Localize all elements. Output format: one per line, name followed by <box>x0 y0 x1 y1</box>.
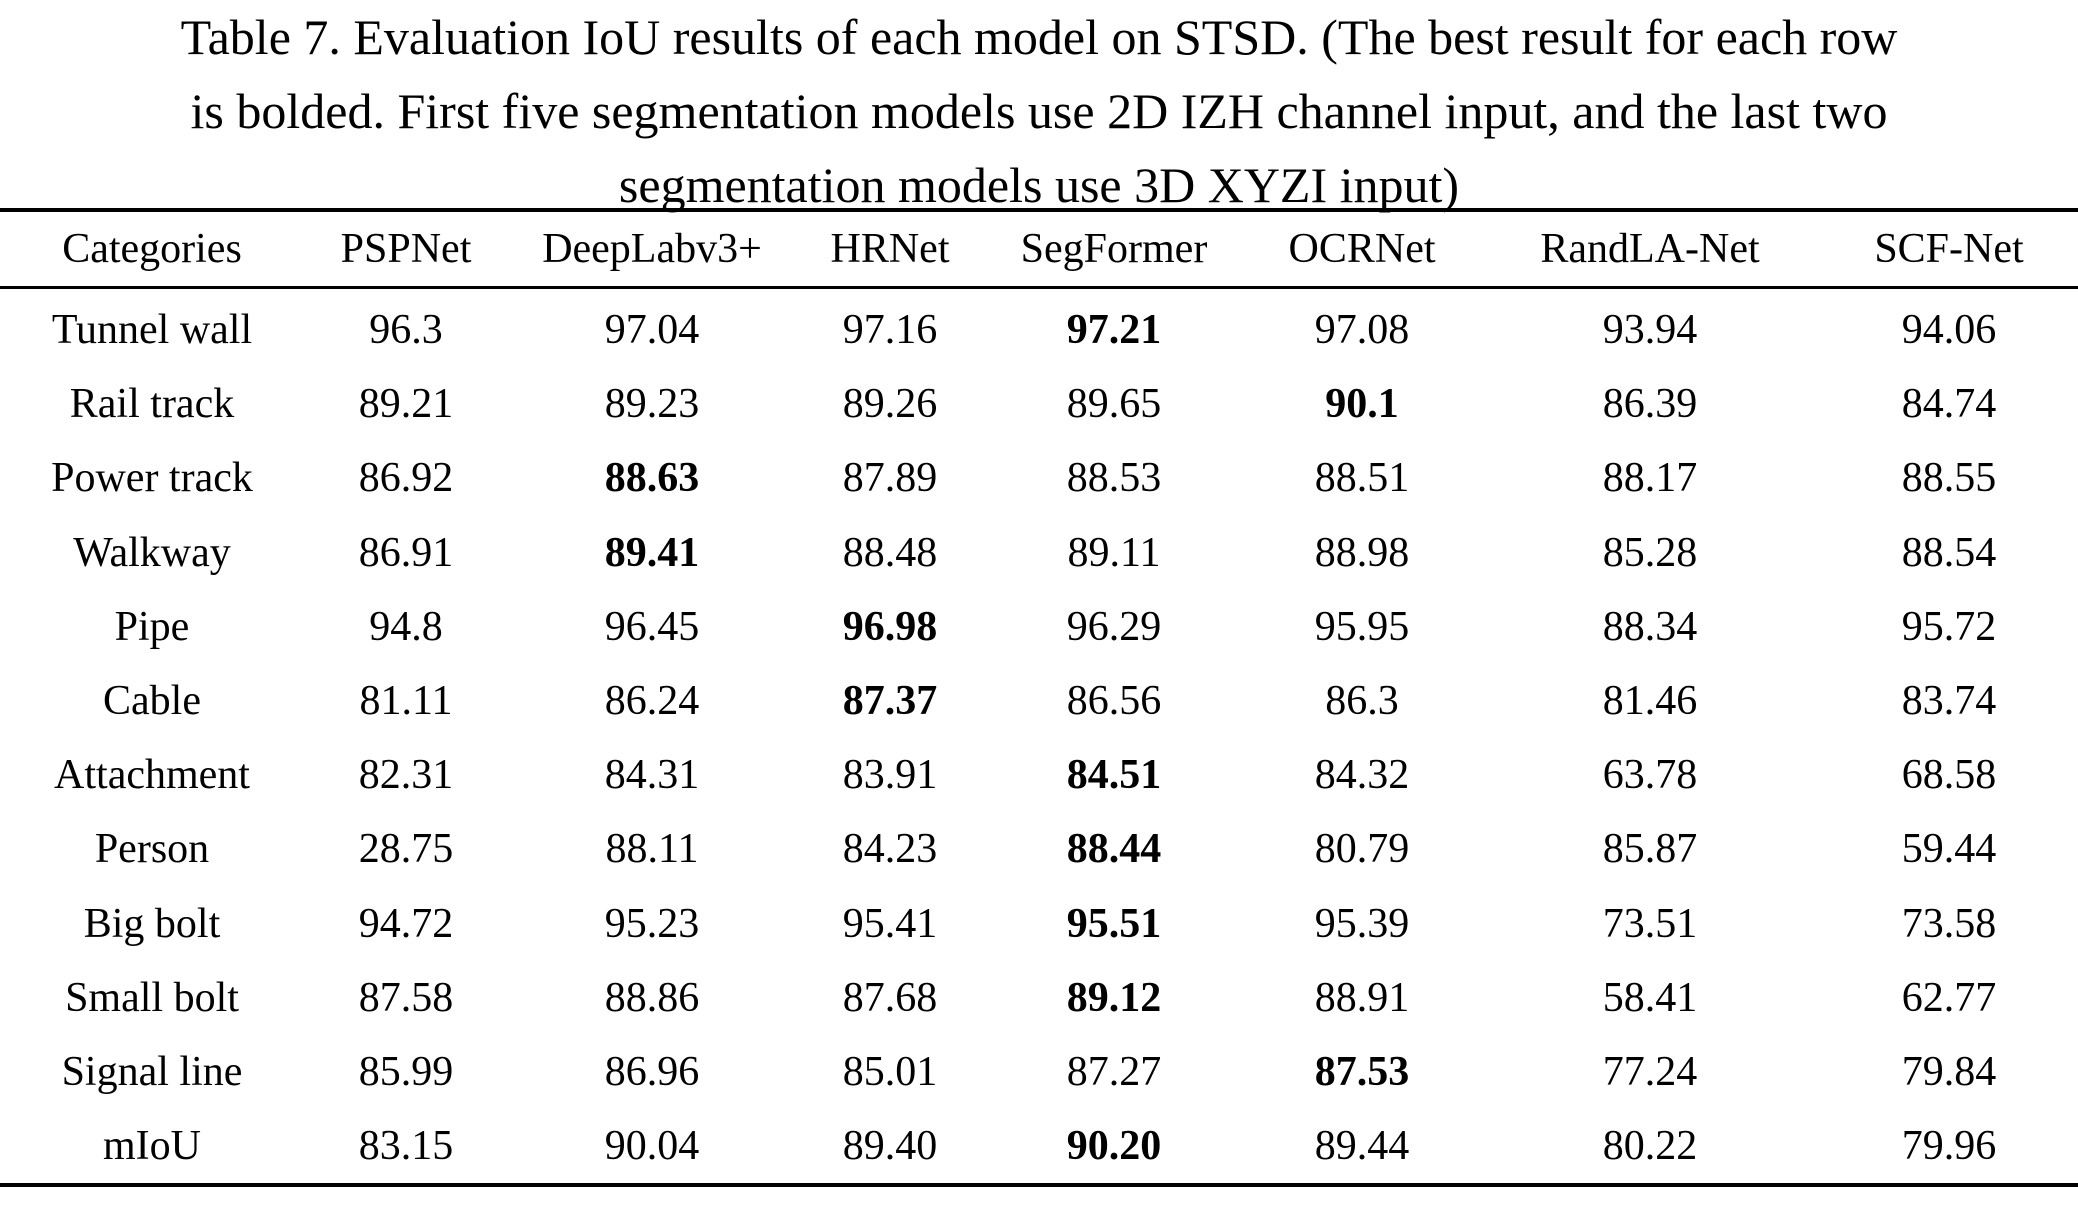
table-cell: 96.45 <box>604 603 700 650</box>
table-cell: 89.11 <box>1067 529 1161 576</box>
table-cell: 90.04 <box>604 1123 700 1170</box>
table-cell: 89.40 <box>842 1123 938 1170</box>
table-cell: 95.39 <box>1314 900 1410 947</box>
table-cell: 62.77 <box>1901 974 1997 1021</box>
row-category: Walkway <box>73 529 231 576</box>
table-row <box>0 961 2078 1035</box>
table-cell: 97.16 <box>842 307 938 354</box>
caption-line-3: segmentation models use 3D XYZI input) <box>618 157 1460 213</box>
table-cell: 89.65 <box>1066 381 1162 428</box>
table-cell: 94.72 <box>358 900 454 947</box>
table-cell: 85.01 <box>842 1048 938 1095</box>
table-row <box>0 367 2078 441</box>
table-cell: 89.41 <box>604 529 700 576</box>
caption-line-2: is bolded. First five segmentation models use 2D IZH channel input, and the last two <box>190 83 1888 139</box>
table-cell: 93.94 <box>1602 307 1698 354</box>
table-cell: 86.56 <box>1066 678 1162 725</box>
table-cell: 86.39 <box>1602 381 1698 428</box>
table-cell: 95.23 <box>604 900 700 947</box>
table-cell: 79.84 <box>1901 1048 1997 1095</box>
table-cell: 87.58 <box>358 974 454 1021</box>
table-cell: 83.15 <box>358 1123 454 1170</box>
table-cell: 68.58 <box>1901 752 1997 799</box>
table-cell: 97.21 <box>1066 307 1162 354</box>
table-cell: 85.87 <box>1602 826 1698 873</box>
table-row <box>0 441 2078 515</box>
table-cell: 88.51 <box>1314 455 1410 502</box>
table-cell: 73.51 <box>1602 900 1698 947</box>
table-cell: 90.20 <box>1066 1123 1162 1170</box>
table-cell: 84.74 <box>1901 381 1997 428</box>
table-cell: 86.92 <box>358 455 454 502</box>
row-category: Pipe <box>114 603 190 650</box>
row-category: Person <box>94 826 210 873</box>
row-category: Small bolt <box>65 974 239 1021</box>
table-row <box>0 516 2078 590</box>
header-scf-net: SCF-Net <box>1874 226 2024 272</box>
header-deeplabv3plus: DeepLabv3+ <box>542 226 762 272</box>
table-cell: 80.79 <box>1314 826 1410 873</box>
row-category: Attachment <box>54 752 250 799</box>
header-categories: Categories <box>62 226 242 272</box>
table-cell: 96.98 <box>842 603 938 650</box>
table-cell: 95.41 <box>842 900 938 947</box>
table-cell: 97.08 <box>1314 307 1410 354</box>
table-cell: 83.74 <box>1901 678 1997 725</box>
table-cell: 88.55 <box>1901 455 1997 502</box>
table-cell: 88.86 <box>604 974 700 1021</box>
table-cell: 88.44 <box>1066 826 1162 873</box>
row-category: Signal line <box>61 1048 243 1095</box>
table-cell: 79.96 <box>1901 1123 1997 1170</box>
table-cell: 88.98 <box>1314 529 1410 576</box>
header-hrnet: HRNet <box>830 226 950 272</box>
table-body <box>0 288 2078 1186</box>
table-cell: 59.44 <box>1901 826 1997 873</box>
table-cell: 80.22 <box>1602 1123 1698 1170</box>
table-cell: 89.23 <box>604 381 700 428</box>
table-cell: 28.75 <box>358 826 454 873</box>
table-cell: 81.11 <box>359 678 453 725</box>
table-header-row <box>0 210 2078 288</box>
table-caption <box>0 0 2078 222</box>
table-cell: 88.48 <box>842 529 938 576</box>
caption-line-1: Table 7. Evaluation IoU results of each model on STSD. (The best result for each row <box>180 9 1898 65</box>
table-cell: 87.68 <box>842 974 938 1021</box>
header-randla-net: RandLA-Net <box>1540 226 1760 272</box>
table-cell: 84.51 <box>1066 752 1162 799</box>
table-cell: 85.28 <box>1602 529 1698 576</box>
table-cell: 90.1 <box>1325 381 1399 428</box>
table-cell: 89.44 <box>1314 1123 1410 1170</box>
table-cell: 96.3 <box>369 307 443 354</box>
table-cell: 87.27 <box>1066 1048 1162 1095</box>
table-cell: 86.96 <box>604 1048 700 1095</box>
table-cell: 86.91 <box>358 529 454 576</box>
table-row <box>0 288 2078 368</box>
table-cell: 58.41 <box>1602 974 1698 1021</box>
table-cell: 87.37 <box>842 678 938 725</box>
table-cell: 88.34 <box>1602 603 1698 650</box>
table-cell: 88.54 <box>1901 529 1997 576</box>
header-ocrnet: OCRNet <box>1288 226 1436 272</box>
table-cell: 89.21 <box>358 381 454 428</box>
table-cell: 95.72 <box>1901 603 1997 650</box>
table-cell: 87.53 <box>1314 1048 1410 1095</box>
table-cell: 85.99 <box>358 1048 454 1095</box>
table-cell: 89.26 <box>842 381 938 428</box>
table-row <box>0 887 2078 961</box>
table-cell: 95.51 <box>1066 900 1162 947</box>
table-cell: 88.53 <box>1066 455 1162 502</box>
table-row <box>0 1035 2078 1109</box>
table-cell: 88.17 <box>1602 455 1698 502</box>
table-row <box>0 664 2078 738</box>
table-cell: 86.3 <box>1325 678 1399 725</box>
table-cell: 94.8 <box>369 603 443 650</box>
row-category: Rail track <box>69 381 235 428</box>
table-cell: 63.78 <box>1602 752 1698 799</box>
results-table-wrapper <box>0 208 2078 1187</box>
table-cell: 88.91 <box>1314 974 1410 1021</box>
table-row <box>0 590 2078 664</box>
table-cell: 88.63 <box>604 455 700 502</box>
row-category: Big bolt <box>83 900 221 947</box>
table-cell: 86.24 <box>604 678 700 725</box>
table-cell: 81.46 <box>1602 678 1698 725</box>
iou-results-table <box>0 208 2078 1187</box>
row-category: mIoU <box>103 1123 201 1170</box>
table-row <box>0 812 2078 886</box>
table-cell: 84.31 <box>604 752 700 799</box>
row-category: Tunnel wall <box>51 307 253 354</box>
table-cell: 89.12 <box>1066 974 1162 1021</box>
table-cell: 96.29 <box>1066 603 1162 650</box>
table-cell: 94.06 <box>1901 307 1997 354</box>
table-cell: 97.04 <box>604 307 700 354</box>
header-segformer: SegFormer <box>1020 226 1208 272</box>
table-cell: 83.91 <box>842 752 938 799</box>
table-cell: 95.95 <box>1314 603 1410 650</box>
table-cell: 88.11 <box>605 826 699 873</box>
row-category: Power track <box>51 455 253 502</box>
table-cell: 84.32 <box>1314 752 1410 799</box>
table-cell: 77.24 <box>1602 1048 1698 1095</box>
table-cell: 73.58 <box>1901 900 1997 947</box>
table-cell: 84.23 <box>842 826 938 873</box>
header-pspnet: PSPNet <box>340 226 472 272</box>
row-category: Cable <box>103 678 201 725</box>
table-cell: 82.31 <box>358 752 454 799</box>
table-row <box>0 1109 2078 1185</box>
table-cell: 87.89 <box>842 455 938 502</box>
table-row <box>0 738 2078 812</box>
